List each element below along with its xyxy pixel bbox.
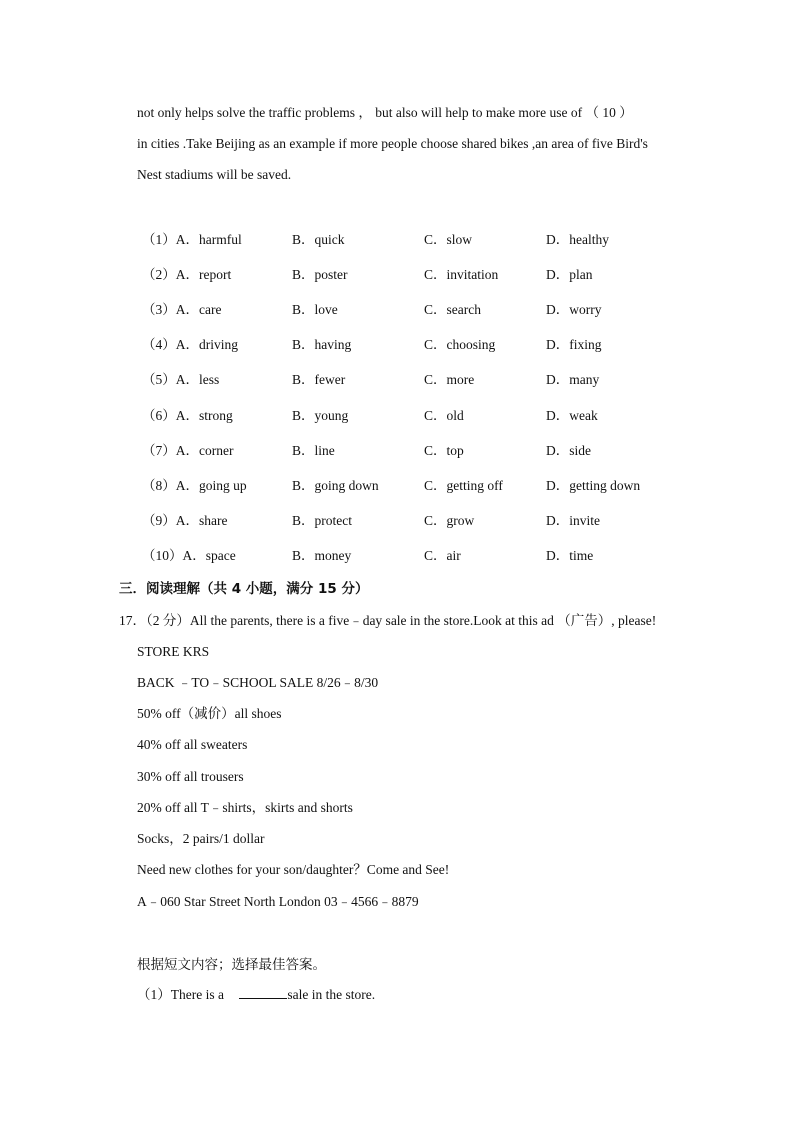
option-b: B．fewer [292,372,346,387]
passage-line: not only helps solve the traffic problems ， but also will help to make more use of （ 10 ） [137,105,633,120]
option-c: C．air [424,548,461,563]
option-d: D．getting down [546,478,641,493]
option-d: D．weak [546,408,598,423]
option-d: D．plan [546,267,593,282]
sub-question-prefix: （1）There is a [137,987,224,1002]
passage-line: in cities .Take Beijing as an example if more people choose shared bikes ,an area of five Bird's [137,136,648,151]
option-d: D．side [546,443,591,458]
ad-line: BACK ﹣TO﹣SCHOOL SALE 8/26﹣8/30 [137,675,379,690]
option-a: （5）A．less [142,372,220,387]
option-b: B．going down [292,478,379,493]
option-a: （1）A．harmful [142,232,242,247]
option-b: B．young [292,408,349,423]
option-b: B．quick [292,232,345,247]
option-b: B．money [292,548,352,563]
option-b: B．protect [292,513,352,528]
option-a: （3）A．care [142,302,222,317]
option-c: C．invitation [424,267,499,282]
option-d: D．time [546,548,594,563]
sub-question-1 [137,986,375,1004]
ad-line: 40% off all sweaters [137,737,248,752]
option-a: （8）A．going up [142,478,247,493]
option-a: （4）A．driving [142,337,238,352]
option-a: （6）A．strong [142,408,233,423]
ad-line: 50% off（减价）all shoes [137,706,282,721]
option-a: （10）A．space [142,548,236,563]
option-b: B．having [292,337,352,352]
option-c: C．grow [424,513,475,528]
ad-line: 20% off all T﹣shirts，skirts and shorts [137,800,353,815]
option-a: （2）A．report [142,267,232,282]
option-d: D．fixing [546,337,602,352]
option-c: C．old [424,408,464,423]
option-d: D．invite [546,513,600,528]
ad-line: 30% off all trousers [137,769,244,784]
ad-line: Socks，2 pairs/1 dollar [137,831,265,846]
ad-line: A﹣060 Star Street North London 03﹣4566﹣8879 [137,894,419,909]
option-c: C．more [424,372,475,387]
option-b: B．love [292,302,338,317]
passage-line: Nest stadiums will be saved. [137,167,292,182]
option-a: （7）A．corner [142,443,234,458]
instruction-text: 根据短文内容；选择最佳答案。 [137,957,326,972]
answer-blank[interactable] [239,986,287,999]
ad-line: STORE KRS [137,644,210,659]
sub-question-suffix: sale in the store. [287,987,376,1002]
option-c: C．top [424,443,464,458]
option-c: C．choosing [424,337,496,352]
option-d: D．many [546,372,600,387]
option-b: B．line [292,443,335,458]
option-b: B．poster [292,267,348,282]
ad-line: Need new clothes for your son/daughter？Come and See! [137,862,450,877]
option-d: D．worry [546,302,602,317]
section-title: 三．阅读理解（共 4 小题，满分 15 分） [119,581,369,597]
option-d: D．healthy [546,232,609,247]
option-c: C．search [424,302,481,317]
option-c: C．slow [424,232,473,247]
question-17-stem: 17．（2 分）All the parents, there is a five﹣day sale in the store.Look at this ad （广告）, please! [119,613,657,628]
option-c: C．getting off [424,478,503,493]
option-a: （9）A．share [142,513,228,528]
